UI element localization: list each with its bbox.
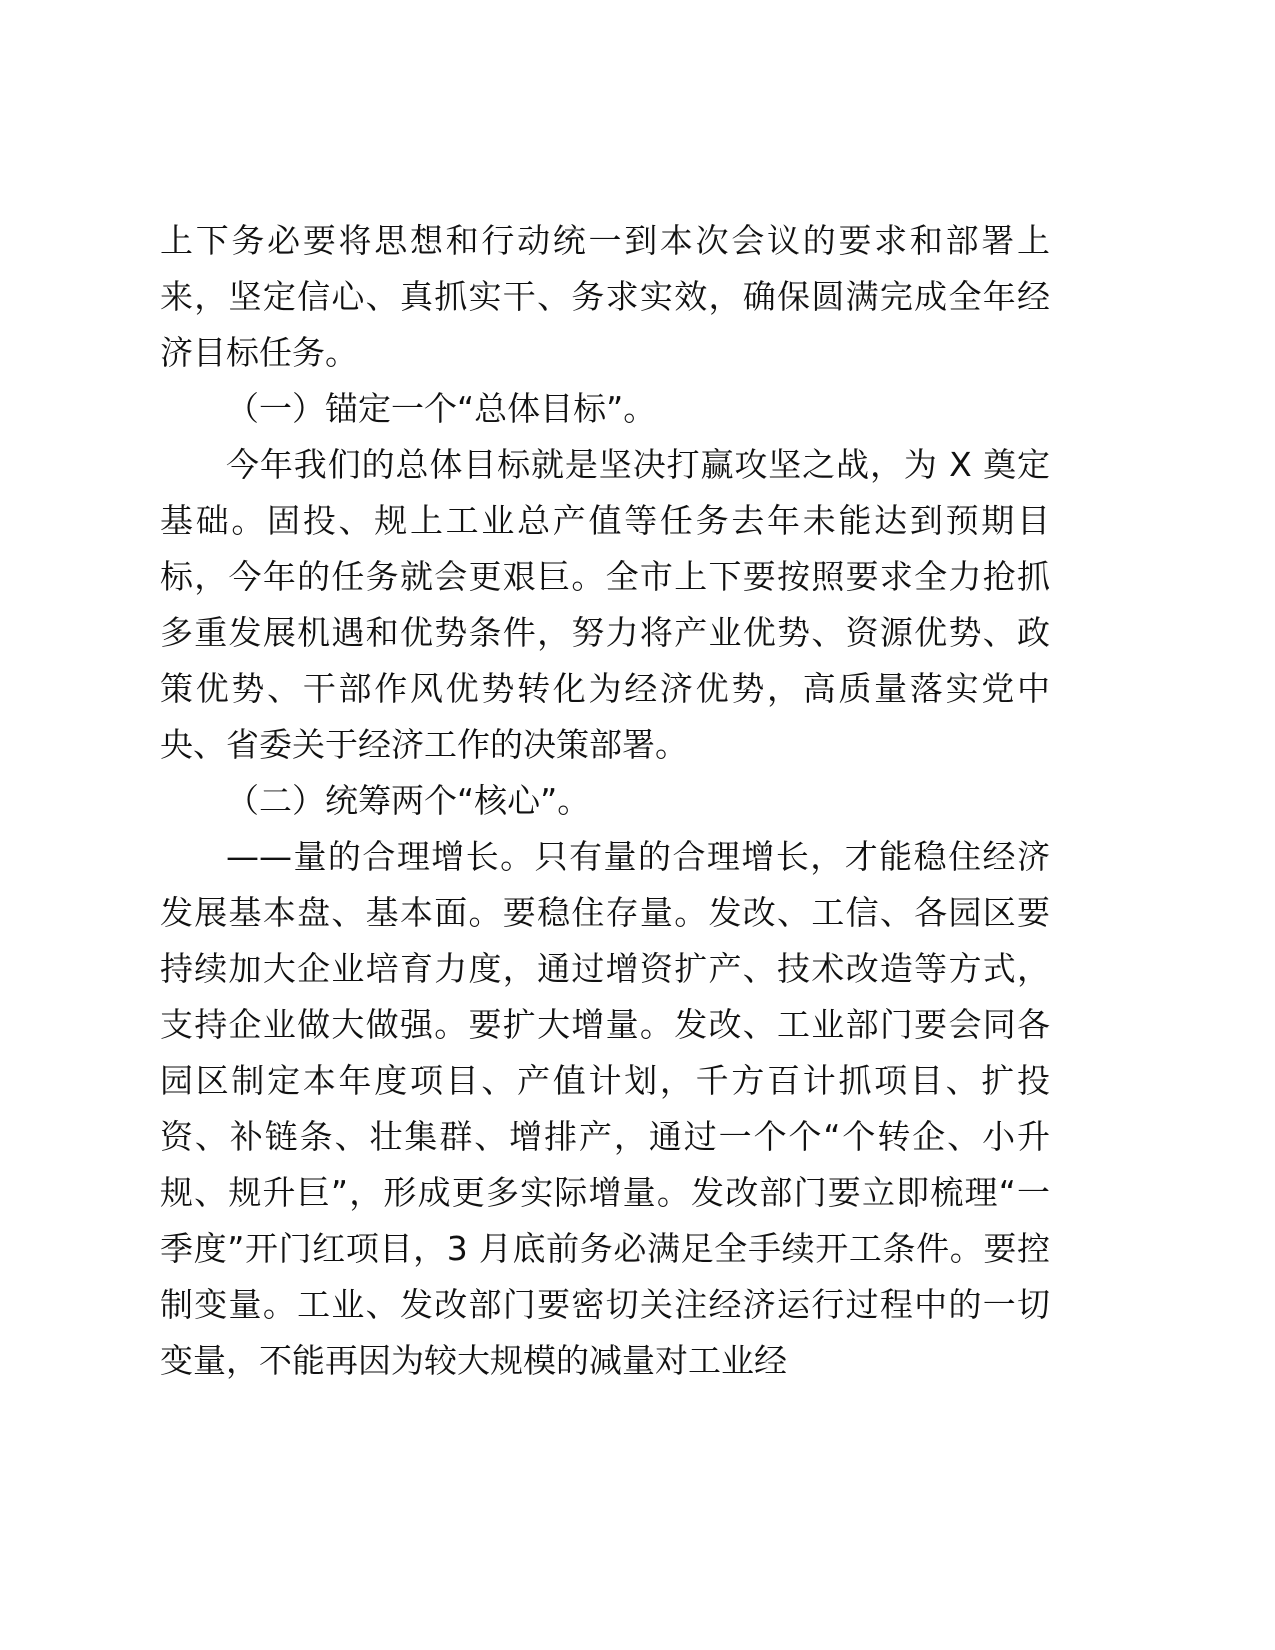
paragraph-growth: ——量的合理增长。只有量的合理增长，才能稳住经济发展基本盘、基本面。要稳住存量。发改、工信、各园区要持续加大企业培育力度，通过增资扩产、技术改造等方式，支持企业做大做强。要扩大增量。发改、工业部门要会同各园区制定本年度项目、产值计划，千方百计抓项目、扩投资、补链条、壮集群、增排产，通过一个个“个转企、小升规、规升巨”，形成更多实际增量。发改部门要立即梳理“一季度”开门红项目，3 月底前务必满足全手续开工条件。要控制变量。工业、发改部门要密切关注经济运行过程中的一切变量，不能再因为较大规模的减量对工业经	[160, 837, 1050, 1380]
paragraph-continuation: 上下务必要将思想和行动统一到本次会议的要求和部署上来，坚定信心、真抓实干、务求实效，确保圆满完成全年经济目标任务。	[160, 221, 1050, 372]
section-heading-2: （二）统筹两个“核心”。	[226, 781, 591, 820]
section-heading-1: （一）锚定一个“总体目标”。	[226, 389, 657, 428]
paragraph-overall-goal: 今年我们的总体目标就是坚决打赢攻坚之战，为 X 奠定基础。固投、规上工业总产值等任务去年未能达到预期目标，今年的任务就会更艰巨。全市上下要按照要求全力抢抓多重发展机遇和优势条件，努力将产业优势、资源优势、政策优势、干部作风优势转化为经济优势，高质量落实党中央、省委关于经济工作的决策部署。	[160, 445, 1050, 764]
document-body	[160, 213, 1050, 1389]
